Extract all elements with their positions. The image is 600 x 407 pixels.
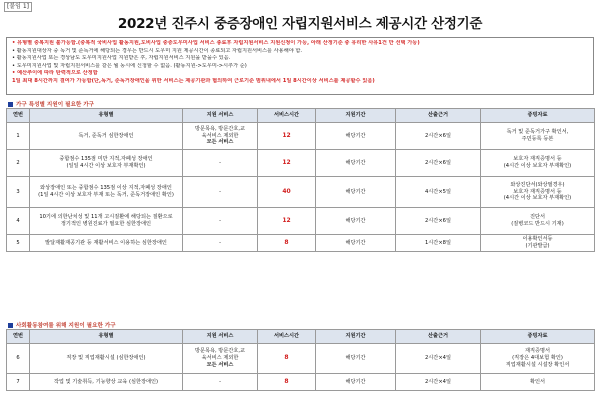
row-number: 7 xyxy=(7,374,30,391)
basis-cell: 2시간×6일 xyxy=(396,208,481,235)
proof-cell xyxy=(481,208,595,235)
cell-line: 중합점수 135점 미만 지적,자폐성 장애인 xyxy=(59,156,153,163)
cell-line: 10기에 의한난치성 및 11개 고시질환에 해당되는 질환으로 xyxy=(39,214,173,221)
basis-cell: 2시간×6일 xyxy=(396,150,481,177)
row-number: 5 xyxy=(7,235,30,252)
cell-line: 모든 서비스 xyxy=(206,361,234,368)
period-cell: 해당기간 xyxy=(316,150,396,177)
cell-line: - xyxy=(219,378,221,385)
table-household xyxy=(6,108,595,252)
cell-line: 진단서 xyxy=(529,214,546,221)
hours-cell: 12 xyxy=(258,123,316,150)
cell-line: 와상진단서(와상필경우) xyxy=(510,181,565,188)
column-header: 증빙자료 xyxy=(481,109,595,123)
hours-cell: 8 xyxy=(258,344,316,374)
section-square-icon xyxy=(8,102,13,107)
cell-line: - xyxy=(219,239,221,246)
row-number: 4 xyxy=(7,208,30,235)
section-label-social: 사회활동참여를 위해 지원이 필요한 가구 xyxy=(8,321,116,329)
row-number: 3 xyxy=(7,177,30,208)
cell-line: 독거 및 준독거가구 확인서, xyxy=(506,129,569,136)
cell-line: 재직증명서 xyxy=(524,348,551,355)
type-cell xyxy=(30,374,183,391)
table-row xyxy=(7,123,595,150)
type-cell xyxy=(30,123,183,150)
column-header: 지원기간 xyxy=(316,109,396,123)
row-number: 2 xyxy=(7,150,30,177)
cell-line: 정기적인 병원진료가 필요한 심한장애인 xyxy=(60,221,152,227)
proof-cell xyxy=(481,344,595,374)
notice-box xyxy=(6,37,594,95)
column-header: 서비스시간 xyxy=(258,109,316,123)
hours-cell: 8 xyxy=(258,235,316,252)
row-number: 1 xyxy=(7,123,30,150)
section-square-icon xyxy=(8,323,13,328)
cell-line: 보호자 재직증명서 등 xyxy=(513,188,562,195)
column-header: 연번 xyxy=(7,330,30,344)
type-cell xyxy=(30,150,183,177)
cell-line: (질병코드 반드시 기재) xyxy=(511,221,564,227)
cell-line: - xyxy=(219,159,221,166)
proof-cell xyxy=(481,374,595,391)
column-header: 지원기간 xyxy=(316,330,396,344)
column-header: 유형별 xyxy=(30,330,183,344)
page-title: 2022년 진주시 중증장애인 자립지원서비스 제공시간 산정기준 xyxy=(117,16,483,32)
basis-cell: 2시간×4일 xyxy=(396,374,481,391)
basis-cell: 1시간×8일 xyxy=(396,235,481,252)
service-cell xyxy=(183,150,258,177)
table-row xyxy=(7,235,595,252)
column-header: 지원 서비스 xyxy=(183,109,258,123)
cell-line: 독거, 준독거 심한장애인 xyxy=(78,132,134,139)
type-cell xyxy=(30,208,183,235)
hours-cell: 12 xyxy=(258,208,316,235)
notice-line: • 예산추이에 따라 탄력적으로 산정함 xyxy=(12,70,98,77)
cell-line: 발달재활재공기관 등 재활서비스 이용하는 심한장애인 xyxy=(45,239,167,246)
table-social xyxy=(6,329,595,391)
table-row xyxy=(7,150,595,177)
cell-line: 방문목욕, 방문간호,교 xyxy=(194,125,246,132)
hours-cell: 12 xyxy=(258,150,316,177)
cell-line: 직장 및 직업재활시설 (심한장애인) xyxy=(66,355,146,362)
cell-line: 와상장애인 또는 중합점수 135점 이상 지적,자폐성 장애인 xyxy=(40,185,172,192)
basis-cell: 2시간×6일 xyxy=(396,123,481,150)
proof-cell xyxy=(481,150,595,177)
cell-line: (4시간 이상 보호자 부재확인) xyxy=(503,163,572,169)
proof-cell xyxy=(481,177,595,208)
cell-line: 보호자 재직증명서 등 xyxy=(513,156,562,163)
period-cell: 해당기간 xyxy=(316,208,396,235)
period-cell: 해당기간 xyxy=(316,344,396,374)
cell-line: 확인서 xyxy=(529,378,546,385)
cell-line: 육서비스 제외한 xyxy=(201,132,239,139)
service-cell xyxy=(183,235,258,252)
hours-cell: 8 xyxy=(258,374,316,391)
service-cell xyxy=(183,177,258,208)
column-header: 산출근거 xyxy=(396,109,481,123)
column-header: 연번 xyxy=(7,109,30,123)
table-row xyxy=(7,344,595,374)
period-cell: 해당기간 xyxy=(316,235,396,252)
basis-cell: 2시간×4일 xyxy=(396,344,481,374)
notice-line: • 활동지원사업 또는 경상남도 도우미지원사업 지원받은 후, 자립지원서비스 지원을 받을수 있음. xyxy=(12,55,231,62)
notice-line: 1일 최대 8시간까지 결여가 가능함(단,독거, 준독거장애인을 위한 서비스는 제공기관과 협의하여 근로기준 범위내에서 1일 8시간이상 서비스를 제공할수 있음) xyxy=(12,77,375,84)
cell-line: 작업 및 기술취득, 기능향상 교육 (심한장애인) xyxy=(53,378,159,385)
cell-line: (4시간 이상 보호자 부재확인) xyxy=(503,195,572,202)
cell-line: 주민등록 등본 xyxy=(521,136,554,142)
attachment-tag: [붙임 1] xyxy=(4,2,32,12)
hours-cell: 40 xyxy=(258,177,316,208)
service-cell xyxy=(183,374,258,391)
table-row xyxy=(7,374,595,391)
proof-cell xyxy=(481,123,595,150)
column-header: 지원 서비스 xyxy=(183,330,258,344)
period-cell: 해당기간 xyxy=(316,177,396,208)
cell-line: 육서비스 제외한 xyxy=(201,355,239,362)
type-cell xyxy=(30,235,183,252)
cell-line: - xyxy=(219,217,221,224)
notice-line: • 도우미지원사업 및 자립지원서비스를 같은 월 동시에 신청할 수 없음. (활동지원->도우미->시추가 순) xyxy=(12,62,247,69)
column-header: 산출근거 xyxy=(396,330,481,344)
service-cell xyxy=(183,123,258,150)
table-row xyxy=(7,177,595,208)
cell-line: 방문목욕, 방문간호,교 xyxy=(194,348,246,355)
service-cell xyxy=(183,208,258,235)
cell-line: - xyxy=(219,188,221,195)
type-cell xyxy=(30,344,183,374)
cell-line: (직장은 4대보험 확인) xyxy=(512,355,563,362)
table-row xyxy=(7,208,595,235)
period-cell: 해당기간 xyxy=(316,374,396,391)
service-cell xyxy=(183,344,258,374)
cell-line: 모든 서비스 xyxy=(206,139,234,146)
cell-line: 이용확인서등 xyxy=(522,236,553,243)
type-cell xyxy=(30,177,183,208)
basis-cell: 4시간×5일 xyxy=(396,177,481,208)
cell-line: (1일 4시간 이상 보호자 부재 또는 독거, 준독거장애인 확인) xyxy=(38,192,174,198)
row-number: 6 xyxy=(7,344,30,374)
notice-line: • 활동지원대상자 중 독거 및 준독거에 해당되는 경우는 반드시 도우미 지원 제공시간이 종료되고 자립지원서비스를 사용해야 함. xyxy=(12,47,303,54)
period-cell: 해당기간 xyxy=(316,123,396,150)
notice-line: • 유형별 중복지원 불가능함.(중복적 국비사업 활동지원,도비사업 중증도우미사업 서비스 종료후 자립지원서비스 지원신청이 가능, 아래 산정기준 중 유리한 사유1건 만 선택 가능) xyxy=(12,40,420,46)
column-header: 유형별 xyxy=(30,109,183,123)
section-label-household: 가구 특성별 지원이 필요한 가구 xyxy=(8,100,94,108)
column-header: 서비스시간 xyxy=(258,330,316,344)
column-header: 증빙자료 xyxy=(481,330,595,344)
cell-line: (기관발급) xyxy=(525,243,550,249)
proof-cell xyxy=(481,235,595,252)
cell-line: (일일 4시간 이상 보호자 부재확인) xyxy=(66,163,146,169)
cell-line: 직업재활시설 시설장 확인서 xyxy=(505,361,570,368)
